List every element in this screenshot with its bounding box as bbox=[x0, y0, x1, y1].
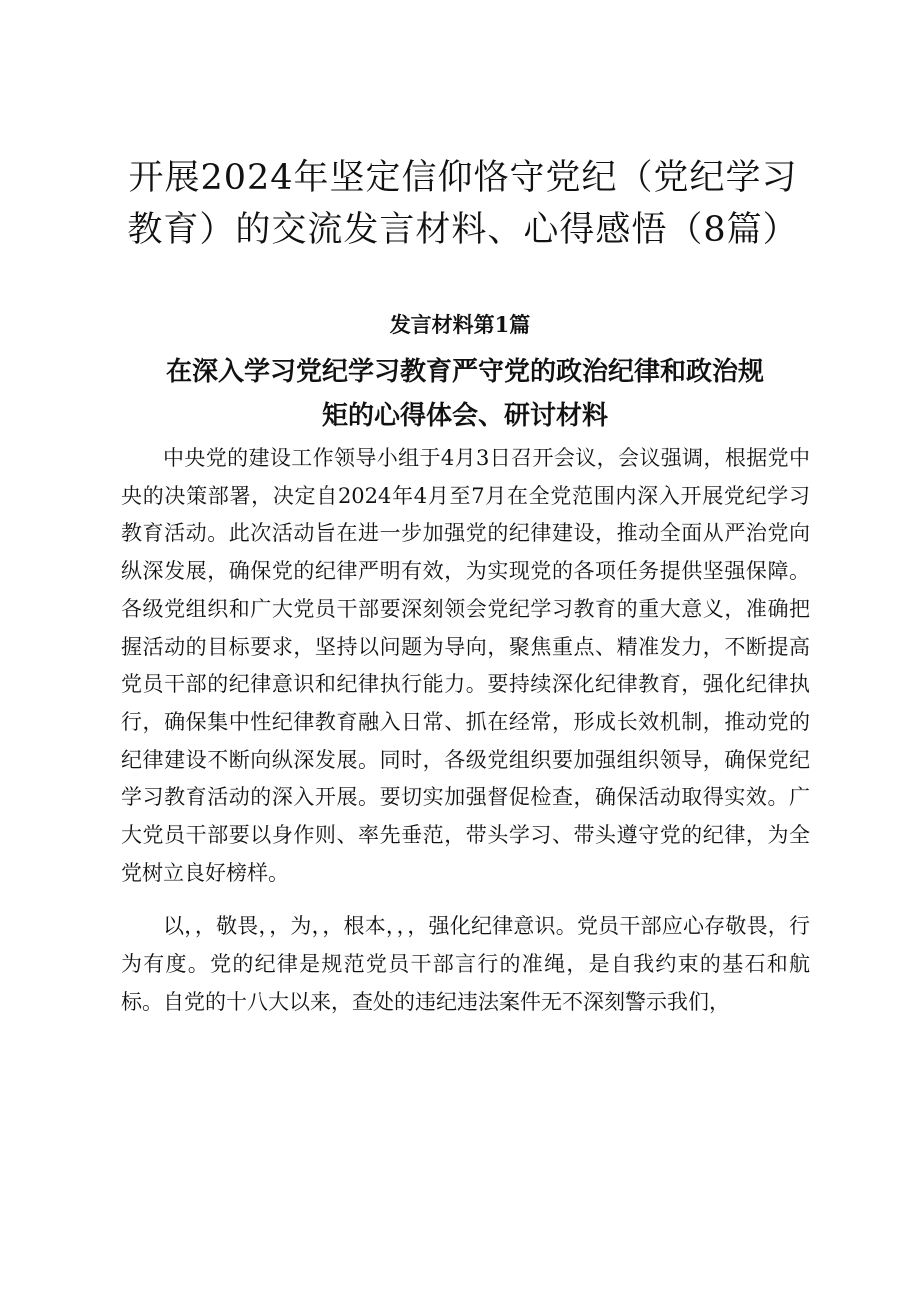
section-label: 发言材料第1篇 bbox=[389, 312, 531, 337]
body-paragraph: 中央党的建设工作领导小组于4月3日召开会议，会议强调，根据党中央的决策部署，决定自2024年4月至7月在全党范围内深入开展党纪学习教育活动。此次活动旨在进一步加强党的纪律建设，推动全面从严治党向纵深发展，确保党的纪律严明有效，为实现党的各项任务提供坚强保障。各级党组织和广大党员干部要深刻领会党纪学习教育的重大意义，准确把握活动的目标要求，坚持以问题为导向，聚焦重点、精准发力，不断提高党员干部的纪律意识和纪律执行能力。要持续深化纪律教育，强化纪律执行，确保集中性纪律教育融入日常、抓在经常，形成长效机制，推动党的纪律建设不断向纵深发展。同时，各级党组织要加强组织领导，确保党纪学习教育活动的深入开展。要切实加强督促检查，确保活动取得实效。广大党员干部要以身作则、率先垂范，带头学习、带头遵守党的纪律，为全党树立良好榜样。 bbox=[121, 446, 810, 885]
section-heading: 在深入学习党纪学习教育严守党的政治纪律和政治规矩的心得体会、研讨材料 bbox=[165, 357, 764, 431]
document-body bbox=[121, 440, 810, 1022]
document-title: 开展2024年坚定信仰恪守党纪（党纪学习教育）的交流发言材料、心得感悟（8篇） bbox=[127, 158, 799, 250]
body-paragraph: 以，，敬畏，，为，，根本，，，强化纪律意识。党员干部应心存敬畏，行为有度。党的纪律是规范党员干部言行的准绳，是自我约束的基石和航标。自党的十八大以来，查处的违纪违法案件无不深刻警示我们， bbox=[121, 914, 810, 1014]
